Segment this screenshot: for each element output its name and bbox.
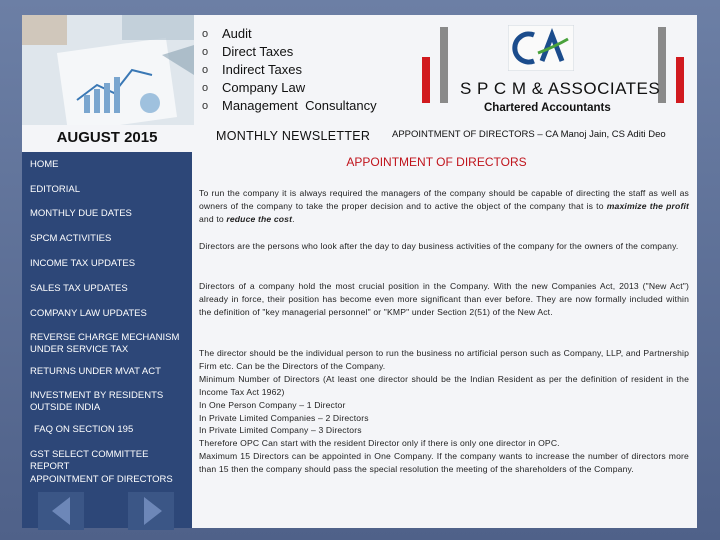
newsletter-label: MONTHLY NEWSLETTER (216, 129, 371, 143)
service-item: o Company Law (202, 80, 306, 95)
issue-month-strip (22, 125, 192, 152)
director-rule-1: In One Person Company – 1 Director (199, 399, 346, 410)
article-title: APPOINTMENT OF DIRECTORS (346, 155, 527, 169)
services-list (202, 25, 377, 115)
service-item: o Indirect Taxes (202, 62, 302, 77)
article-content (192, 152, 697, 528)
topic-line: APPOINTMENT OF DIRECTORS – CA Manoj Jain, CS Aditi Deo (392, 129, 666, 140)
service-item: o Audit (202, 26, 252, 41)
article-paragraph-1: To run the company it is always required the managers of the company should be capable of directing the staff as well as owners of the company to take the proper decision and to active the object of the company that is to maximize the profit and to reduce the cost. (199, 188, 690, 224)
sidebar-item-editorial[interactable]: EDITORIAL (30, 184, 80, 195)
article-paragraph-2: Directors are the persons who look after the day to day business activities of the company for the owners of the company. (199, 241, 679, 251)
sidebar-item-company-law-updates[interactable]: COMPANY LAW UPDATES (30, 308, 147, 319)
sidebar-menu (22, 152, 192, 528)
sidebar-item-home[interactable]: HOME (30, 159, 59, 170)
director-rule-4: Therefore OPC Can start with the resident Director only if there is only one director in OPC. (199, 438, 560, 449)
sidebar-item-appointment-of-directors[interactable]: APPOINTMENT OF DIRECTORS (30, 474, 173, 485)
logo-bar-red-left (422, 57, 430, 103)
article-paragraph-4a: The director should be the individual person to run the business no artificial person such as Company, LLP, and Partnership Firm etc. Can be the Directors of the Company. (199, 348, 689, 371)
firm-subtitle: Chartered Accountants (484, 102, 611, 114)
sidebar-item-spcm-activities[interactable]: SPCM ACTIVITIES (30, 233, 112, 244)
logo-bar-red-right (676, 57, 684, 103)
sidebar-item-income-tax-updates[interactable]: INCOME TAX UPDATES (30, 258, 136, 269)
header (22, 15, 697, 125)
next-page-button[interactable] (128, 492, 174, 530)
firm-logo (422, 19, 697, 119)
article-paragraph-5: Minimum Number of Directors (At least one director should be the Indian Resident as per the definition of resident in the Income Tax Act 1962) (199, 373, 689, 397)
sidebar-item-sales-tax-updates[interactable]: SALES TAX UPDATES (30, 283, 128, 294)
service-item: o Direct Taxes (202, 44, 294, 59)
firm-name: S P C M & ASSOCIATES (460, 79, 661, 98)
director-rule-2: In Private Limited Companies – 2 Directors (199, 412, 369, 423)
article-paragraph-4 (199, 347, 689, 476)
ca-logo-icon (508, 25, 574, 71)
sidebar-item-investment-outside-india[interactable]: INVESTMENT BY RESIDENTS OUTSIDE INDIA (30, 390, 164, 413)
newsletter-strip (192, 125, 390, 152)
article-paragraph-3: Directors of a company hold the most crucial position in the Company. With the new Companies Act, 2013 ("New Act") already in force, their position has become even more significant than ever before. They are now formally included within the definition of "key managerial personnel" or "KMP" under Section 2(51) of the New Act. (199, 281, 689, 317)
sidebar-item-faq-section-195[interactable]: FAQ ON SECTION 195 (34, 424, 134, 435)
issue-month: AUGUST 2015 (56, 129, 158, 146)
sidebar-item-reverse-charge[interactable]: REVERSE CHARGE MECHANISM UNDER SERVICE TAX (30, 332, 180, 355)
director-rule-3: In Private Limited Company – 3 Directors (199, 425, 362, 436)
service-item: o Management Consultancy (202, 98, 377, 113)
previous-page-button[interactable] (38, 492, 84, 530)
logo-bar-grey-left (440, 27, 448, 103)
sidebar-item-gst-committee[interactable]: GST SELECT COMMITTEE REPORT (30, 449, 149, 472)
sidebar-item-monthly-due-dates[interactable]: MONTHLY DUE DATES (30, 208, 132, 219)
hero-image (22, 15, 194, 125)
topic-strip (390, 125, 697, 152)
previous-arrow-icon (52, 497, 70, 525)
next-arrow-icon (144, 497, 162, 525)
article-paragraph-6: Maximum 15 Directors can be appointed in One Company. If the company wants to increase the number of directors more than 15 then the company should pass the special resolution the meeting of the shareholders of the Company. (199, 451, 689, 475)
sidebar-item-returns-mvat[interactable]: RETURNS UNDER MVAT ACT (30, 366, 161, 377)
